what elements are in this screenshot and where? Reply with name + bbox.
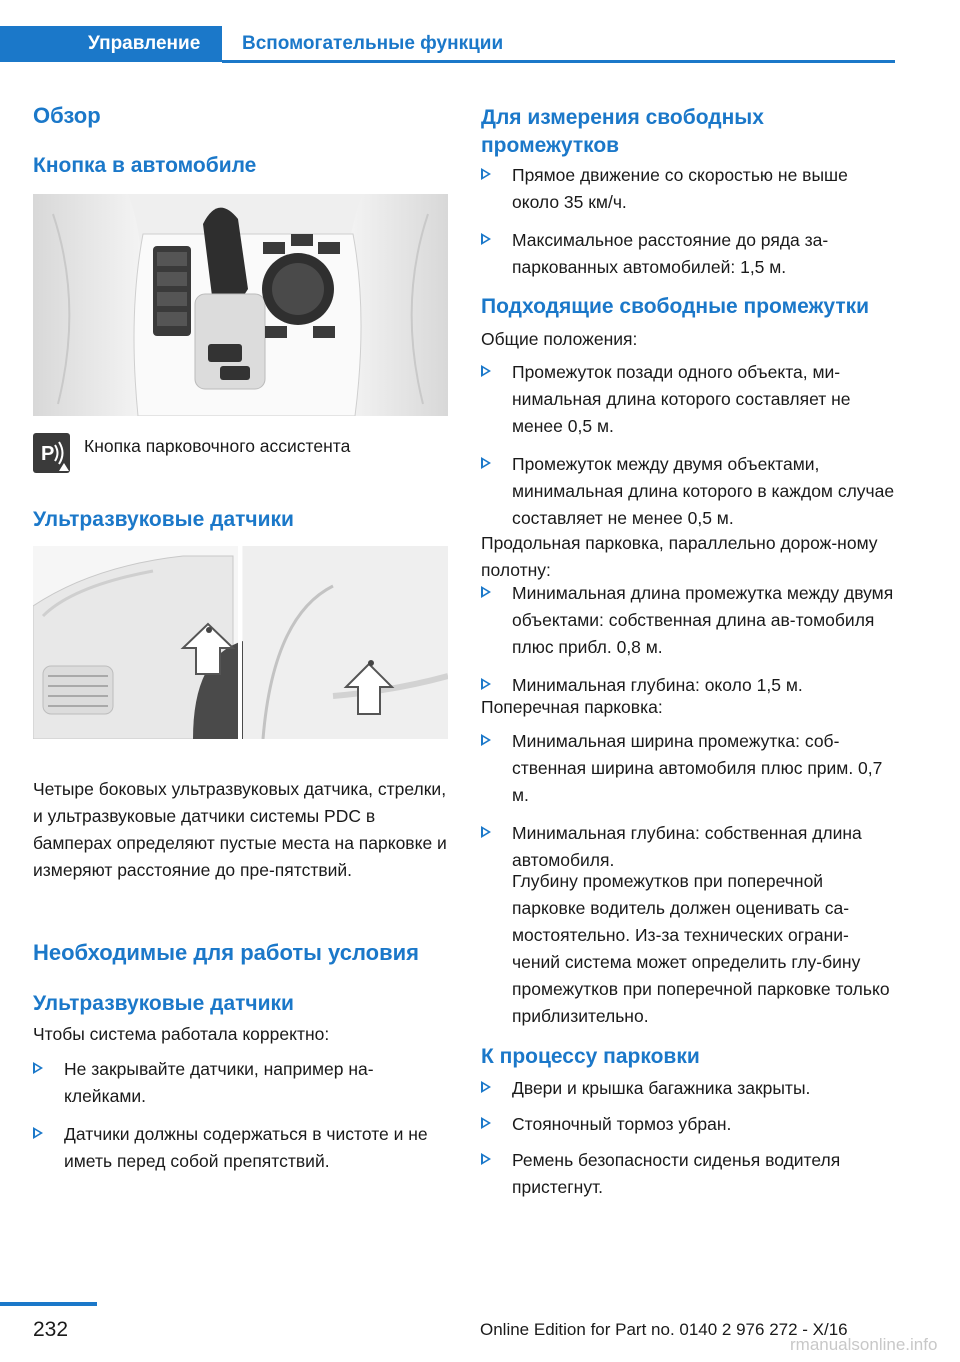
header-rule	[222, 60, 895, 63]
measure-bullets	[481, 162, 896, 281]
overview-title: Обзор	[33, 103, 101, 128]
correct-bullets	[33, 1056, 448, 1175]
list-item: Прямое движение со скоростью не выше около 35 км/ч.	[481, 162, 896, 216]
sensors-description: Четыре боковых ультразвуковых датчика, стрелки, и ультразвуковые датчики системы PDC в бамперах определяют пустые места на парковке и измеряют расстояние до пре-пятствий.	[33, 779, 447, 880]
sensors-subtitle: Ультразвуковые датчики	[33, 508, 294, 531]
list-item: Максимальное расстояние до ряда за-паркованных автомобилей: 1,5 м.	[481, 227, 896, 281]
list-item: Промежуток позади одного объекта, ми-нимальная длина которого составляет не менее 0,5 м.	[481, 359, 896, 440]
footer-rule	[0, 1302, 97, 1306]
list-item: Минимальная глубина: около 1,5 м.	[481, 672, 896, 699]
page-number: 232	[33, 1318, 69, 1341]
cross-note: Глубину промежутков при поперечной парковке водитель должен оценивать са-мостоятельно. Из-за технических ограни-чений система может определить глу-бину промежутков при поперечной парковке только приблизительно.	[512, 871, 890, 1026]
triangle-right-icon	[481, 586, 491, 598]
header-tab-control[interactable]	[0, 26, 222, 62]
conditions-title: Необходимые для работы условия	[33, 940, 419, 965]
list-item: Ремень безопасности сиденья водителя пристегнут.	[481, 1147, 896, 1201]
triangle-right-icon	[481, 826, 491, 838]
triangle-right-icon	[33, 1062, 43, 1074]
sensors-photo	[33, 546, 448, 739]
button-caption: Кнопка парковочного ассистента	[84, 436, 351, 456]
triangle-right-icon	[481, 168, 491, 180]
list-item: Двери и крышка багажника закрыты.	[481, 1075, 896, 1102]
watermark-text: rmanualsonline.info	[790, 1335, 938, 1354]
triangle-right-icon	[481, 233, 491, 245]
edition-text: Online Edition for Part no. 0140 2 976 272 - X/16	[480, 1320, 848, 1339]
correct-intro: Чтобы система работала корректно:	[33, 1024, 330, 1044]
triangle-right-icon	[481, 734, 491, 746]
cross-label: Поперечная парковка:	[481, 697, 663, 717]
triangle-right-icon	[481, 1081, 491, 1093]
list-item: Минимальная ширина промежутка: соб-ственная ширина автомобиля плюс прим. 0,7 м.	[481, 728, 896, 809]
process-bullets	[481, 1075, 896, 1201]
header-tab-section-label: Вспомогательные функции	[242, 33, 504, 54]
console-photo	[33, 194, 448, 416]
triangle-right-icon	[481, 1117, 491, 1129]
cross-bullets	[481, 728, 896, 874]
svg-text:P: P	[41, 443, 55, 465]
header-tab-section[interactable]	[242, 26, 503, 62]
parallel-label: Продольная парковка, параллельно дорож-ному полотну:	[481, 533, 878, 580]
list-item: Датчики должны содержаться в чистоте и не иметь перед собой препятствий.	[33, 1121, 448, 1175]
general-bullets	[481, 359, 896, 532]
triangle-right-icon	[481, 1153, 491, 1165]
header-tab-control-label: Управление	[88, 33, 201, 54]
list-item: Не закрывайте датчики, например на-клейками.	[33, 1056, 448, 1110]
list-item: Минимальная глубина: собственная длина автомобиля.	[481, 820, 896, 874]
triangle-right-icon	[481, 365, 491, 377]
triangle-right-icon	[481, 457, 491, 469]
general-label: Общие положения:	[481, 329, 638, 349]
parking-assistant-icon	[33, 433, 70, 473]
measure-subtitle: Для измерения свободных промежутков	[481, 106, 764, 157]
triangle-right-icon	[481, 678, 491, 690]
list-item: Минимальная длина промежутка между двумя объектами: собственная длина ав-томобиля плюс прибл. 0,8 м.	[481, 580, 896, 661]
suitable-subtitle: Подходящие свободные промежутки	[481, 295, 870, 318]
process-subtitle: К процессу парковки	[481, 1045, 700, 1068]
sensors-subtitle-2: Ультразвуковые датчики	[33, 992, 294, 1015]
parallel-bullets	[481, 580, 896, 699]
list-item: Промежуток между двумя объектами, минимальная длина которого в каждом случае составляет не менее 0,5 м.	[481, 451, 896, 532]
list-item: Стояночный тормоз убран.	[481, 1111, 896, 1138]
button-subtitle: Кнопка в автомобиле	[33, 154, 257, 177]
triangle-right-icon	[33, 1127, 43, 1139]
